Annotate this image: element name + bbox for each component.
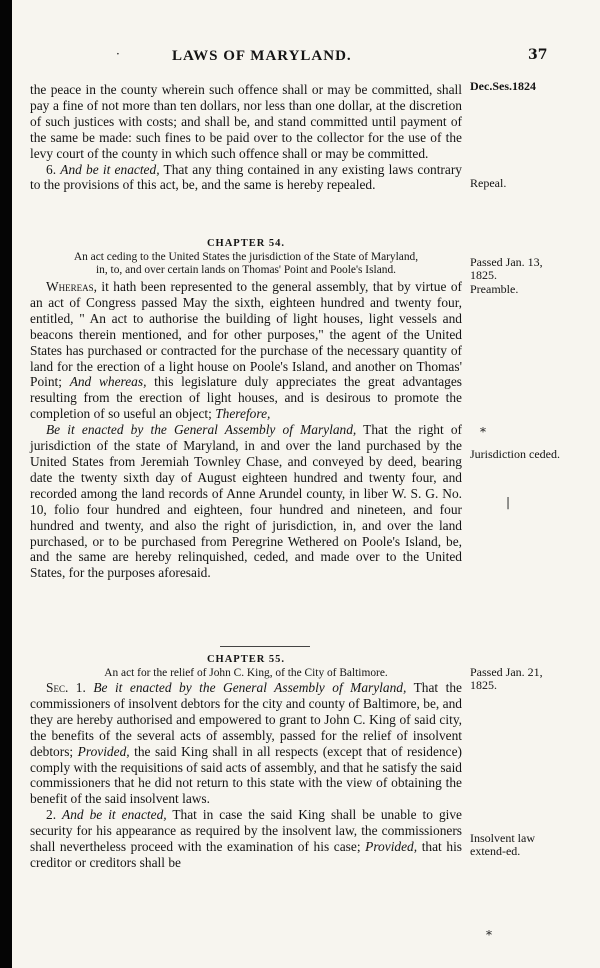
chapter-54-heading: CHAPTER 54.: [206, 238, 286, 249]
enacting-clause: Be it enacted by the General Assembly of Maryland,: [46, 422, 357, 438]
section-6-paragraph: [30, 162, 462, 194]
chapter-54-title: [30, 251, 462, 277]
margin-insolvent: Insolvent law extend-ed.: [470, 831, 535, 858]
preamble-paragraph: [30, 279, 462, 422]
chapter-54-title-line-1: An act ceding to the United States the jurisdiction of the State of Maryland,: [73, 251, 419, 263]
preamble-and-whereas: And whereas,: [69, 374, 147, 390]
section-1-text-2: the said King shall in all respects (except that of residence) comply with the requisitions of said acts of assembly, and that he satisfy the said commissioners that he did not return to this state with the view of obtaining the benefit of the said insolvent laws.: [30, 743, 462, 807]
section-1-provided: Provided,: [77, 743, 130, 759]
chapter-55-title: An act for the relief of John C. King, of the City of Baltimore.: [104, 667, 388, 679]
preamble-text-1: it hath been represented to the general assembly, that by virtue of an act of Congress passed May the sixth, eighteen hundred and twenty four, entitled, " An act to authorise the building of light houses, light vessels and beacons therein mentioned, and for other purposes," the agent of the United States has purchased or contracted for the purchase of the necessary quantity of land for the erection of a light house on Poole's Island, and another on Thomas' Point;: [30, 279, 462, 390]
margin-preamble: Preamble.: [470, 282, 519, 296]
ink-speck: *: [486, 928, 492, 942]
section-1-enacting-clause: Be it enacted by the General Assembly of Maryland,: [93, 680, 407, 695]
preamble-therefore: Therefore,: [215, 406, 271, 422]
section-2-provided: Provided,: [365, 839, 418, 855]
header-title: LAWS OF MARYLAND.: [172, 48, 352, 64]
section-2-paragraph: [30, 807, 462, 871]
ink-speck: ·: [116, 47, 120, 61]
running-header: [30, 48, 550, 68]
margin-session-date: Dec.Ses.1824: [470, 79, 536, 93]
section-2-number: 2.: [46, 807, 63, 823]
ink-speck: |: [506, 495, 511, 509]
enactment-text: That the right of jurisdiction of the state of Maryland, in and over the land purchased by the United States from Jeremiah Townley Chase, and conveyed by deed, bearing date the twenty sixth day of August eighteen hundred and twenty four, and recorded among the land records of Anne Arundel county, in liber W. S. G. No. 10, folio four hundred and eighteen, four hundred and nineteen, and four hundred and twenty, and also the right of jurisdiction, in, and over the land purchased, or to be purchased from Peregrine Wethered on Poole's Island, be, and the same are hereby relinquished, ceded, and made over to the United States, for the purposes aforesaid.: [30, 422, 463, 581]
section-1-text-1: That the commissioners of insolvent debtors for the city and county of Baltimore, be, and they are hereby authorised and empowered to grant to John C. King of said city, the benefits of the several acts of assembly, passed for the relief of insolvent debtors;: [30, 680, 462, 759]
section-2-enacting-clause: And be it enacted,: [62, 807, 167, 823]
chapter-55-heading: CHAPTER 55.: [206, 654, 286, 665]
whereas-lead: Whereas,: [46, 279, 97, 294]
ink-speck: *: [480, 425, 486, 439]
block-chapter-55: [30, 680, 462, 871]
section-2-text-1: That in case the said King shall be unable to give security for his appearance as required by the insolvent law, the commissioners shall nevertheless proceed with the examination of his case;: [30, 807, 462, 855]
section-1-number: Sec. 1.: [46, 680, 94, 695]
section-2-text-2: that his creditor or creditors shall be: [30, 839, 463, 870]
block-continuation: [30, 82, 462, 193]
section-1-paragraph: [30, 680, 462, 807]
margin-repeal: Repeal.: [470, 176, 507, 190]
section-6-number: 6.: [46, 161, 61, 177]
enactment-paragraph: [30, 422, 462, 581]
chapter-54-title-line-2: in, to, and over certain lands on Thomas' Point and Poole's Island.: [95, 264, 396, 276]
preamble-text-2: this legislature duly appreciates the great advantages resulting from the erection of light houses, and is desirous to promote the completion of so useful an object;: [30, 374, 462, 422]
section-6-enacting-clause: And be it enacted,: [60, 161, 160, 177]
section-divider: [220, 646, 310, 647]
margin-passed-ch55: Passed Jan. 21, 1825.: [470, 665, 543, 692]
continuation-paragraph: the peace in the county wherein such offence shall or may be committed, shall pay a fine of not more than ten dollars, nor less than one dollar, at the discretion of such justices with costs; and shall be, and stand committed until payment of the same be made: such fines to be paid over to the collector for the use of the levy court of the county in which such offence shall or may be committed.: [30, 82, 462, 161]
scan-binding-edge: [0, 0, 12, 968]
section-6-text: That any thing contained in any existing laws contrary to the provisions of this act, be, and the same is hereby repealed.: [30, 161, 462, 193]
margin-passed-ch54: Passed Jan. 13, 1825.: [470, 255, 543, 282]
margin-jurisdiction: Jurisdiction ceded.: [470, 447, 560, 461]
page-number: 37: [528, 47, 548, 63]
block-chapter-54: [30, 279, 462, 581]
